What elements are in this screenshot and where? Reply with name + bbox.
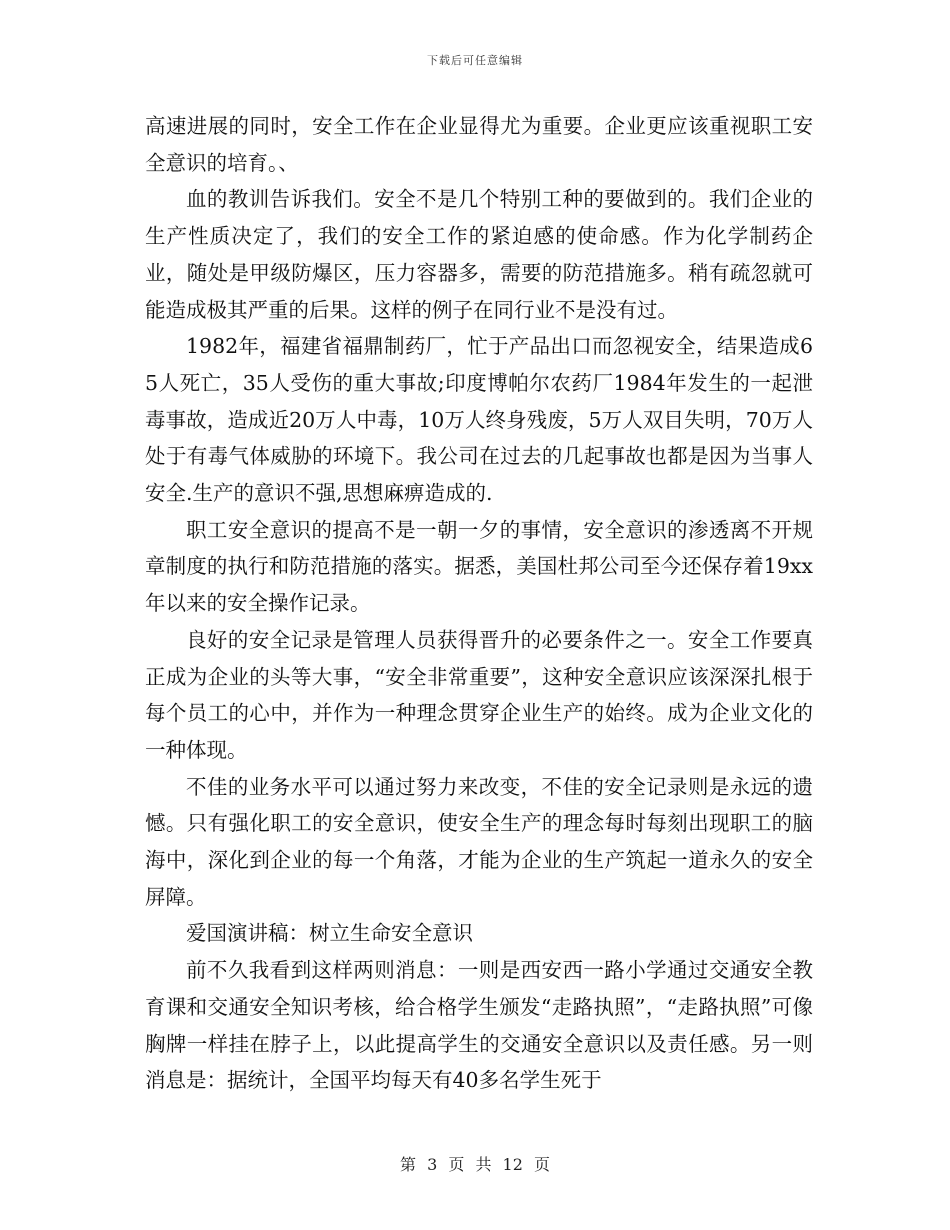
page-header: 下载后可任意编辑	[427, 54, 523, 67]
page-number: 第 3 页 共 12 页	[400, 1155, 550, 1174]
paragraph: 前不久我看到这样两则消息：一则是西安西一路小学通过交通安全教育课和交通安全知识考核，给合格学生颁发“走路执照”，“走路执照”可像胸牌一样挂在脖子上，以此提高学生的交通安全意识以及责任感。另一则消息是：据统计，全国平均每天有40多名学生死于	[145, 958, 813, 1093]
paragraph: 良好的安全记录是管理人员获得晋升的必要条件之一。安全工作要真正成为企业的头等大事，“安全非常重要”，这种安全意识应该深深扎根于每个员工的心中，并作为一种理念贯穿企业生产的始终。成为企业文化的一种体现。	[145, 627, 813, 762]
document-body	[145, 108, 813, 1099]
paragraph: 高速进展的同时，安全工作在企业显得尤为重要。企业更应该重视职工安全意识的培育。、	[145, 114, 813, 175]
paragraph: 职工安全意识的提高不是一朝一夕的事情，安全意识的渗透离不开规章制度的执行和防范措施的落实。据悉，美国杜邦公司至今还保存着19xx年以来的安全操作记录。	[145, 517, 813, 616]
paragraph: 不佳的业务水平可以通过努力来改变，不佳的安全记录则是永远的遗憾。只有强化职工的安全意识，使安全生产的理念每时每刻出现职工的脑海中，深化到企业的每一个角落，才能为企业的生产筑起一道永久的安全屏障。	[145, 774, 813, 909]
section-title: 爱国演讲稿：树立生命安全意识	[186, 921, 473, 946]
paragraph: 1982年，福建省福鼎制药厂，忙于产品出口而忽视安全，结果造成65人死亡，35人受伤的重大事故;印度博帕尔农药厂1984年发生的一起泄毒事故，造成近20万人中毒，10万人终身残废，5万人双目失明，70万人处于有毒气体威胁的环境下。我公司在过去的几起事故也都是因为当事人安全.生产的意识不强,思想麻痹造成的.	[145, 334, 813, 506]
paragraph: 血的教训告诉我们。安全不是几个特别工种的要做到的。我们企业的生产性质决定了，我们的安全工作的紧迫感的使命感。作为化学制药企业，随处是甲级防爆区，压力容器多，需要的防范措施多。稍有疏忽就可能造成极其严重的后果。这样的例子在同行业不是没有过。	[145, 187, 813, 322]
